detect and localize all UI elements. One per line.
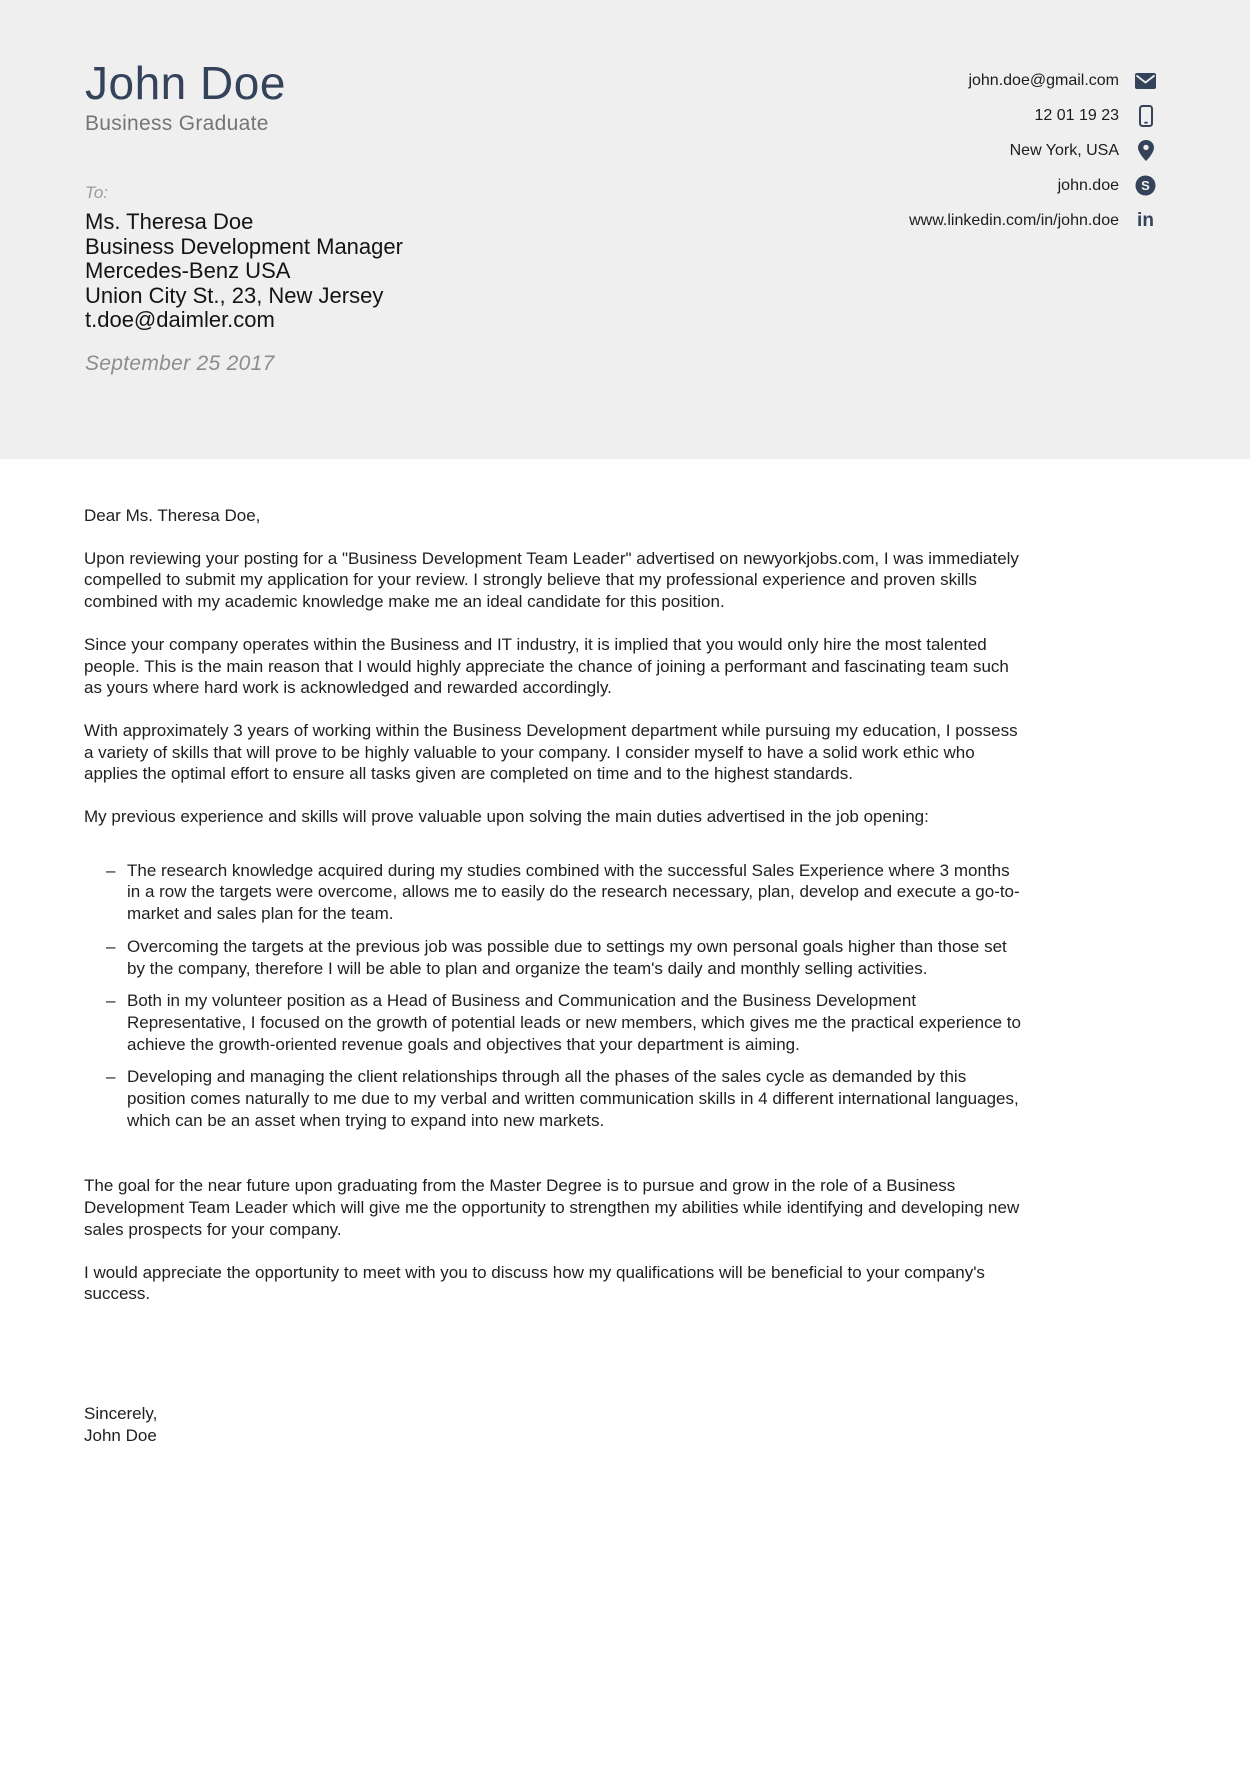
recipient-email: t.doe@daimler.com bbox=[85, 307, 275, 332]
list-item: – Developing and managing the client relationships through all the phases of the sales cycle as demanded by this position comes naturally to me due to my verbal and written communication skills in 4 different international languages, which can be an asset when trying to expand into new markets. bbox=[106, 1067, 1019, 1130]
skype-value: john.doe bbox=[1057, 176, 1119, 194]
location-value: New York, USA bbox=[1009, 141, 1119, 159]
bullets-intro: My previous experience and skills will prove valuable upon solving the main duties advertised in the job opening: bbox=[84, 807, 929, 827]
sender-name: John Doe bbox=[85, 57, 286, 109]
contact-row-linkedin bbox=[909, 203, 1157, 238]
dash-bullet: – bbox=[106, 860, 116, 880]
paragraph-intro: Upon reviewing your posting for a "Business Development Team Leader" advertised on newyorkjobs.com, I was immediately compelled to submit my application for your review. I strongly believe that my professional experience and proven skills combined with my academic knowledge make me an ideal candidate for this position. bbox=[84, 548, 1019, 612]
location-icon bbox=[1134, 140, 1157, 161]
dash-bullet: – bbox=[106, 1067, 116, 1087]
to-label: To: bbox=[85, 183, 109, 202]
skills-list bbox=[84, 860, 1024, 1132]
signature: John Doe bbox=[84, 1425, 157, 1445]
list-item: – The research knowledge acquired during my studies combined with the successful Sales Experience where 3 months in a row the targets were overcome, allows me to easily do the research necessary, plan, develop and execute a go-to-market and sales plan for the team. bbox=[106, 860, 1020, 924]
recipient-job-title: Business Development Manager bbox=[85, 233, 403, 259]
dash-bullet: – bbox=[106, 936, 116, 956]
salutation: Dear Ms. Theresa Doe, bbox=[84, 506, 261, 525]
signoff: Sincerely, bbox=[84, 1403, 158, 1423]
contact-row-phone bbox=[909, 98, 1157, 133]
phone-value: 12 01 19 23 bbox=[1034, 106, 1119, 124]
recipient-name: Ms. Theresa Doe bbox=[85, 209, 254, 234]
skype-icon bbox=[1134, 175, 1157, 196]
sender-job-title: Business Graduate bbox=[85, 111, 269, 135]
recipient-company: Mercedes-Benz USA bbox=[85, 258, 291, 283]
paragraph-experience: With approximately 3 years of working within the Business Development department while pursuing my education, I possess a variety of skills that will prove to be highly valuable to your company. I consider myself to have a solid work ethic who applies the optimal effort to ensure all tasks given are completed on time and to the highest standards. bbox=[84, 720, 1018, 784]
email-icon bbox=[1134, 73, 1157, 89]
recipient-block bbox=[85, 183, 403, 333]
signoff-block bbox=[84, 1403, 1024, 1447]
contact-row-skype bbox=[909, 168, 1157, 203]
contact-list bbox=[909, 63, 1157, 238]
dash-bullet: – bbox=[106, 991, 116, 1011]
recipient-address: Union City St., 23, New Jersey bbox=[85, 282, 384, 308]
paragraph-company: Since your company operates within the Business and IT industry, it is implied that you would only hire the most talented people. This is the main reason that I would highly appreciate the chance of joining a performant and fascinating team such as yours where hard work is acknowledged and rewarded accordingly. bbox=[84, 634, 1009, 698]
paragraph-meeting: I would appreciate the opportunity to meet with you to discuss how my qualifications will be beneficial to your company's success. bbox=[84, 1262, 985, 1304]
letter-date: September 25 2017 bbox=[85, 352, 275, 375]
phone-icon bbox=[1134, 105, 1157, 127]
contact-row-location bbox=[909, 133, 1157, 168]
letter-body bbox=[0, 459, 1250, 1447]
sender-identity bbox=[85, 58, 286, 136]
email-value: john.doe@gmail.com bbox=[968, 71, 1119, 89]
linkedin-value: www.linkedin.com/in/john.doe bbox=[909, 211, 1119, 229]
list-item: – Both in my volunteer position as a Head of Business and Communication and the Business Development Representative, I focused on the growth of potential leads or new members, which gives me the practical experience to achieve the growth-oriented revenue goals and objectives that your department is aiming. bbox=[106, 991, 1021, 1054]
list-item: – Overcoming the targets at the previous job was possible due to settings my own personal goals higher than those set by the company, therefore I will be able to plan and organize the team's daily and monthly selling activities. bbox=[106, 936, 1007, 978]
contact-row-email bbox=[909, 63, 1157, 98]
letter-header bbox=[0, 0, 1250, 459]
linkedin-icon: in bbox=[1137, 210, 1154, 231]
paragraph-goal: The goal for the near future upon graduating from the Master Degree is to pursue and grow in the role of a Business Development Team Leader which will give me the opportunity to strengthen my abilities while identifying and developing new sales prospects for your company. bbox=[84, 1176, 1020, 1239]
svg-text:S: S bbox=[1141, 178, 1150, 194]
